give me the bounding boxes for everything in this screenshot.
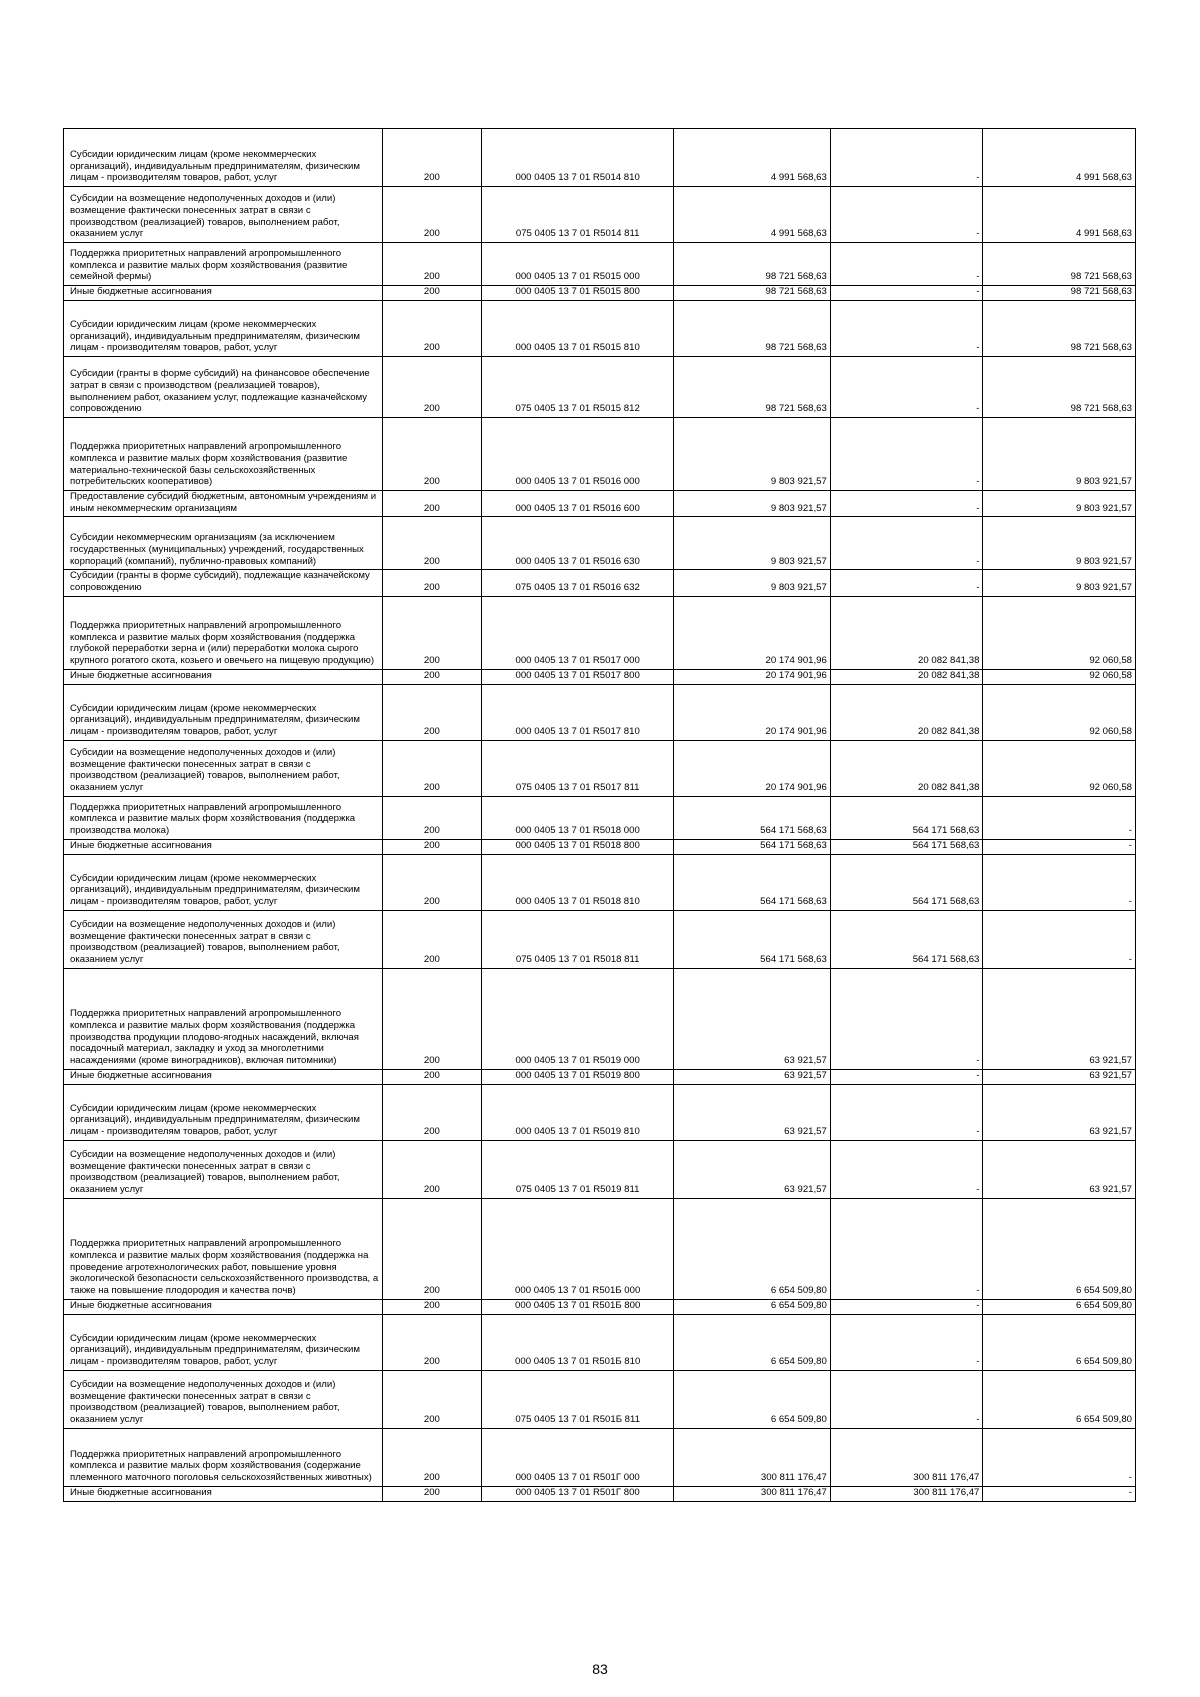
row-name: Субсидии на возмещение недополученных доходов и (или) возмещение фактически понесенных затрат в связи с производством (реализацией) товаров, выполнением работ, оказанием услуг bbox=[64, 1370, 383, 1428]
table-row bbox=[64, 968, 1136, 1069]
row-approved: 6 654 509,80 bbox=[674, 1314, 831, 1370]
row-name: Субсидии юридическим лицам (кроме некоммерческих организаций), индивидуальным предпринимателям, физическим лицам - производителям товаров, работ, услуг bbox=[64, 1084, 383, 1140]
page-number: 83 bbox=[592, 1661, 608, 1677]
table-row bbox=[64, 839, 1136, 854]
table-row bbox=[64, 910, 1136, 968]
row-executed: - bbox=[830, 129, 983, 187]
row-approved: 9 803 921,57 bbox=[674, 491, 831, 517]
row-code: 000 0405 13 7 01 R5018 000 bbox=[482, 796, 674, 839]
table-row bbox=[64, 1370, 1136, 1428]
row-code: 000 0405 13 7 01 R5016 630 bbox=[482, 517, 674, 570]
row-approved: 564 171 568,63 bbox=[674, 839, 831, 854]
row-executed: 564 171 568,63 bbox=[830, 910, 983, 968]
table-row bbox=[64, 1486, 1136, 1501]
row-name: Субсидии некоммерческим организациям (за исключением государственных (муниципальных) учреждений, государственных корпораций (компаний), публично-правовых компаний) bbox=[64, 517, 383, 570]
row-unexecuted: 92 060,58 bbox=[983, 684, 1136, 740]
row-status: 200 bbox=[382, 243, 482, 286]
row-approved: 300 811 176,47 bbox=[674, 1486, 831, 1501]
row-approved: 63 921,57 bbox=[674, 1140, 831, 1198]
row-executed: - bbox=[830, 517, 983, 570]
row-approved: 564 171 568,63 bbox=[674, 910, 831, 968]
table-row bbox=[64, 1140, 1136, 1198]
row-approved: 98 721 568,63 bbox=[674, 243, 831, 286]
row-code: 000 0405 13 7 01 R5019 810 bbox=[482, 1084, 674, 1140]
table-row bbox=[64, 1299, 1136, 1314]
table-row bbox=[64, 301, 1136, 357]
row-status: 200 bbox=[382, 357, 482, 418]
row-executed: - bbox=[830, 301, 983, 357]
row-code: 000 0405 13 7 01 R5016 600 bbox=[482, 491, 674, 517]
row-executed: - bbox=[830, 1198, 983, 1299]
row-unexecuted: 6 654 509,80 bbox=[983, 1370, 1136, 1428]
row-status: 200 bbox=[382, 418, 482, 491]
table-row bbox=[64, 129, 1136, 187]
row-executed: 20 082 841,38 bbox=[830, 684, 983, 740]
row-unexecuted: - bbox=[983, 839, 1136, 854]
row-name: Иные бюджетные ассигнования bbox=[64, 1486, 383, 1501]
row-status: 200 bbox=[382, 301, 482, 357]
row-code: 075 0405 13 7 01 R5016 632 bbox=[482, 570, 674, 596]
row-status: 200 bbox=[382, 286, 482, 301]
row-code: 000 0405 13 7 01 R501Б 810 bbox=[482, 1314, 674, 1370]
row-code: 000 0405 13 7 01 R5014 810 bbox=[482, 129, 674, 187]
row-unexecuted: - bbox=[983, 854, 1136, 910]
row-code: 000 0405 13 7 01 R501Г 000 bbox=[482, 1428, 674, 1486]
row-approved: 98 721 568,63 bbox=[674, 286, 831, 301]
row-code: 075 0405 13 7 01 R5015 812 bbox=[482, 357, 674, 418]
row-executed: - bbox=[830, 357, 983, 418]
table-body bbox=[64, 129, 1136, 1502]
table-row bbox=[64, 517, 1136, 570]
row-status: 200 bbox=[382, 968, 482, 1069]
row-status: 200 bbox=[382, 491, 482, 517]
row-unexecuted: 63 921,57 bbox=[983, 968, 1136, 1069]
row-approved: 9 803 921,57 bbox=[674, 570, 831, 596]
row-approved: 63 921,57 bbox=[674, 1084, 831, 1140]
row-executed: - bbox=[830, 968, 983, 1069]
row-unexecuted: 6 654 509,80 bbox=[983, 1314, 1136, 1370]
row-name: Поддержка приоритетных направлений агропромышленного комплекса и развитие малых форм хозяйствования (поддержка производства продукции плодово-ягодных насаждений, включая посадочный материал, закладку и уход за многолетними насаждениями (кроме виноградников), включая питомники) bbox=[64, 968, 383, 1069]
row-approved: 63 921,57 bbox=[674, 1069, 831, 1084]
row-name: Поддержка приоритетных направлений агропромышленного комплекса и развитие малых форм хозяйствования (поддержка производства молока) bbox=[64, 796, 383, 839]
row-approved: 98 721 568,63 bbox=[674, 301, 831, 357]
row-executed: 20 082 841,38 bbox=[830, 669, 983, 684]
row-code: 075 0405 13 7 01 R5017 811 bbox=[482, 740, 674, 796]
row-status: 200 bbox=[382, 1198, 482, 1299]
table-row bbox=[64, 1198, 1136, 1299]
row-unexecuted: 92 060,58 bbox=[983, 740, 1136, 796]
row-status: 200 bbox=[382, 910, 482, 968]
row-approved: 20 174 901,96 bbox=[674, 596, 831, 669]
row-name: Субсидии юридическим лицам (кроме некоммерческих организаций), индивидуальным предпринимателям, физическим лицам - производителям товаров, работ, услуг bbox=[64, 129, 383, 187]
row-code: 000 0405 13 7 01 R5019 000 bbox=[482, 968, 674, 1069]
row-unexecuted: - bbox=[983, 796, 1136, 839]
row-code: 000 0405 13 7 01 R5015 810 bbox=[482, 301, 674, 357]
row-name: Субсидии на возмещение недополученных доходов и (или) возмещение фактически понесенных затрат в связи с производством (реализацией) товаров, выполнением работ, оказанием услуг bbox=[64, 910, 383, 968]
table-row bbox=[64, 740, 1136, 796]
row-executed: 564 171 568,63 bbox=[830, 854, 983, 910]
row-status: 200 bbox=[382, 854, 482, 910]
row-unexecuted: 6 654 509,80 bbox=[983, 1198, 1136, 1299]
row-name: Субсидии юридическим лицам (кроме некоммерческих организаций), индивидуальным предпринимателям, физическим лицам - производителям товаров, работ, услуг bbox=[64, 301, 383, 357]
row-approved: 6 654 509,80 bbox=[674, 1198, 831, 1299]
row-code: 000 0405 13 7 01 R501Б 000 bbox=[482, 1198, 674, 1299]
row-approved: 9 803 921,57 bbox=[674, 517, 831, 570]
row-unexecuted: 63 921,57 bbox=[983, 1140, 1136, 1198]
row-name: Поддержка приоритетных направлений агропромышленного комплекса и развитие малых форм хозяйствования (развитие материально-технической базы сельскохозяйственных потребительских кооперативов) bbox=[64, 418, 383, 491]
row-unexecuted: 92 060,58 bbox=[983, 596, 1136, 669]
table-row bbox=[64, 491, 1136, 517]
row-name: Иные бюджетные ассигнования bbox=[64, 669, 383, 684]
row-executed: - bbox=[830, 1140, 983, 1198]
row-name: Субсидии юридическим лицам (кроме некоммерческих организаций), индивидуальным предпринимателям, физическим лицам - производителям товаров, работ, услуг bbox=[64, 1314, 383, 1370]
row-code: 075 0405 13 7 01 R5018 811 bbox=[482, 910, 674, 968]
row-executed: 20 082 841,38 bbox=[830, 740, 983, 796]
row-status: 200 bbox=[382, 796, 482, 839]
row-code: 000 0405 13 7 01 R5017 000 bbox=[482, 596, 674, 669]
row-code: 000 0405 13 7 01 R501Б 800 bbox=[482, 1299, 674, 1314]
budget-execution-table bbox=[63, 128, 1136, 1502]
table-row bbox=[64, 796, 1136, 839]
row-code: 000 0405 13 7 01 R501Г 800 bbox=[482, 1486, 674, 1501]
row-executed: - bbox=[830, 491, 983, 517]
row-approved: 63 921,57 bbox=[674, 968, 831, 1069]
row-code: 000 0405 13 7 01 R5016 000 bbox=[482, 418, 674, 491]
row-status: 200 bbox=[382, 570, 482, 596]
row-code: 000 0405 13 7 01 R5015 000 bbox=[482, 243, 674, 286]
row-approved: 6 654 509,80 bbox=[674, 1299, 831, 1314]
row-executed: - bbox=[830, 187, 983, 243]
row-status: 200 bbox=[382, 1299, 482, 1314]
row-status: 200 bbox=[382, 1486, 482, 1501]
row-unexecuted: 63 921,57 bbox=[983, 1069, 1136, 1084]
row-executed: 564 171 568,63 bbox=[830, 839, 983, 854]
row-status: 200 bbox=[382, 839, 482, 854]
table-row bbox=[64, 1084, 1136, 1140]
table-row bbox=[64, 418, 1136, 491]
row-status: 200 bbox=[382, 1428, 482, 1486]
row-status: 200 bbox=[382, 517, 482, 570]
table-row bbox=[64, 684, 1136, 740]
row-name: Поддержка приоритетных направлений агропромышленного комплекса и развитие малых форм хозяйствования (поддержка на проведение агротехнологических работ, повышение уровня экологической безопасности сельскохозяйственного производства, а также на повышение плодородия и качества почв) bbox=[64, 1198, 383, 1299]
row-executed: 300 811 176,47 bbox=[830, 1428, 983, 1486]
row-executed: - bbox=[830, 243, 983, 286]
row-unexecuted: 9 803 921,57 bbox=[983, 491, 1136, 517]
row-status: 200 bbox=[382, 596, 482, 669]
table-row bbox=[64, 243, 1136, 286]
table-row bbox=[64, 286, 1136, 301]
row-unexecuted: 98 721 568,63 bbox=[983, 301, 1136, 357]
row-executed: - bbox=[830, 1299, 983, 1314]
row-code: 000 0405 13 7 01 R5018 810 bbox=[482, 854, 674, 910]
table-row bbox=[64, 1314, 1136, 1370]
row-approved: 4 991 568,63 bbox=[674, 129, 831, 187]
row-status: 200 bbox=[382, 187, 482, 243]
row-unexecuted: - bbox=[983, 1486, 1136, 1501]
row-name: Иные бюджетные ассигнования bbox=[64, 286, 383, 301]
row-executed: - bbox=[830, 1314, 983, 1370]
table-row bbox=[64, 854, 1136, 910]
row-name: Иные бюджетные ассигнования bbox=[64, 1299, 383, 1314]
row-status: 200 bbox=[382, 740, 482, 796]
row-code: 000 0405 13 7 01 R5018 800 bbox=[482, 839, 674, 854]
row-unexecuted: 9 803 921,57 bbox=[983, 517, 1136, 570]
row-status: 200 bbox=[382, 1140, 482, 1198]
row-status: 200 bbox=[382, 129, 482, 187]
row-approved: 98 721 568,63 bbox=[674, 357, 831, 418]
row-status: 200 bbox=[382, 1370, 482, 1428]
row-executed: - bbox=[830, 286, 983, 301]
row-executed: 564 171 568,63 bbox=[830, 796, 983, 839]
table-row bbox=[64, 1428, 1136, 1486]
table-row bbox=[64, 357, 1136, 418]
row-unexecuted: 4 991 568,63 bbox=[983, 129, 1136, 187]
row-code: 075 0405 13 7 01 R5019 811 bbox=[482, 1140, 674, 1198]
table-row bbox=[64, 669, 1136, 684]
row-status: 200 bbox=[382, 1314, 482, 1370]
row-executed: - bbox=[830, 1084, 983, 1140]
row-executed: - bbox=[830, 570, 983, 596]
row-status: 200 bbox=[382, 669, 482, 684]
row-approved: 20 174 901,96 bbox=[674, 684, 831, 740]
row-unexecuted: - bbox=[983, 910, 1136, 968]
row-approved: 564 171 568,63 bbox=[674, 854, 831, 910]
row-executed: 20 082 841,38 bbox=[830, 596, 983, 669]
row-code: 075 0405 13 7 01 R5014 811 bbox=[482, 187, 674, 243]
row-name: Субсидии на возмещение недополученных доходов и (или) возмещение фактически понесенных затрат в связи с производством (реализацией) товаров, выполнением работ, оказанием услуг bbox=[64, 1140, 383, 1198]
row-executed: - bbox=[830, 1370, 983, 1428]
row-unexecuted: 9 803 921,57 bbox=[983, 570, 1136, 596]
row-status: 200 bbox=[382, 1084, 482, 1140]
row-unexecuted: - bbox=[983, 1428, 1136, 1486]
row-unexecuted: 4 991 568,63 bbox=[983, 187, 1136, 243]
row-unexecuted: 6 654 509,80 bbox=[983, 1299, 1136, 1314]
row-name: Предоставление субсидий бюджетным, автономным учреждениям и иным некоммерческим организациям bbox=[64, 491, 383, 517]
row-executed: 300 811 176,47 bbox=[830, 1486, 983, 1501]
row-code: 000 0405 13 7 01 R5017 800 bbox=[482, 669, 674, 684]
row-approved: 6 654 509,80 bbox=[674, 1370, 831, 1428]
row-executed: - bbox=[830, 418, 983, 491]
row-unexecuted: 63 921,57 bbox=[983, 1084, 1136, 1140]
row-approved: 20 174 901,96 bbox=[674, 740, 831, 796]
row-name: Поддержка приоритетных направлений агропромышленного комплекса и развитие малых форм хозяйствования (поддержка глубокой переработки зерна и (или) переработки молока сырого крупного рогатого скота, козьего и овечьего на пищевую продукцию) bbox=[64, 596, 383, 669]
row-unexecuted: 92 060,58 bbox=[983, 669, 1136, 684]
row-executed: - bbox=[830, 1069, 983, 1084]
table-row bbox=[64, 187, 1136, 243]
row-approved: 20 174 901,96 bbox=[674, 669, 831, 684]
row-code: 075 0405 13 7 01 R501Б 811 bbox=[482, 1370, 674, 1428]
row-code: 000 0405 13 7 01 R5017 810 bbox=[482, 684, 674, 740]
row-approved: 300 811 176,47 bbox=[674, 1428, 831, 1486]
row-unexecuted: 98 721 568,63 bbox=[983, 243, 1136, 286]
row-code: 000 0405 13 7 01 R5019 800 bbox=[482, 1069, 674, 1084]
row-unexecuted: 98 721 568,63 bbox=[983, 286, 1136, 301]
row-unexecuted: 9 803 921,57 bbox=[983, 418, 1136, 491]
table-row bbox=[64, 1069, 1136, 1084]
row-name: Субсидии (гранты в форме субсидий) на финансовое обеспечение затрат в связи с производством (реализацией товаров), выполнением работ, оказанием услуг, подлежащие казначейскому сопровождению bbox=[64, 357, 383, 418]
row-name: Иные бюджетные ассигнования bbox=[64, 839, 383, 854]
table-row bbox=[64, 570, 1136, 596]
row-name: Поддержка приоритетных направлений агропромышленного комплекса и развитие малых форм хозяйствования (содержание племенного маточного поголовья сельскохозяйственных животных) bbox=[64, 1428, 383, 1486]
row-name: Иные бюджетные ассигнования bbox=[64, 1069, 383, 1084]
row-status: 200 bbox=[382, 1069, 482, 1084]
row-approved: 9 803 921,57 bbox=[674, 418, 831, 491]
row-name: Субсидии (гранты в форме субсидий), подлежащие казначейскому сопровождению bbox=[64, 570, 383, 596]
row-code: 000 0405 13 7 01 R5015 800 bbox=[482, 286, 674, 301]
row-approved: 564 171 568,63 bbox=[674, 796, 831, 839]
row-status: 200 bbox=[382, 684, 482, 740]
row-name: Поддержка приоритетных направлений агропромышленного комплекса и развитие малых форм хозяйствования (развитие семейной фермы) bbox=[64, 243, 383, 286]
row-name: Субсидии юридическим лицам (кроме некоммерческих организаций), индивидуальным предпринимателям, физическим лицам - производителям товаров, работ, услуг bbox=[64, 684, 383, 740]
table-row bbox=[64, 596, 1136, 669]
row-name: Субсидии на возмещение недополученных доходов и (или) возмещение фактически понесенных затрат в связи с производством (реализацией) товаров, выполнением работ, оказанием услуг bbox=[64, 187, 383, 243]
row-name: Субсидии юридическим лицам (кроме некоммерческих организаций), индивидуальным предпринимателям, физическим лицам - производителям товаров, работ, услуг bbox=[64, 854, 383, 910]
row-approved: 4 991 568,63 bbox=[674, 187, 831, 243]
row-unexecuted: 98 721 568,63 bbox=[983, 357, 1136, 418]
row-name: Субсидии на возмещение недополученных доходов и (или) возмещение фактически понесенных затрат в связи с производством (реализацией) товаров, выполнением работ, оказанием услуг bbox=[64, 740, 383, 796]
